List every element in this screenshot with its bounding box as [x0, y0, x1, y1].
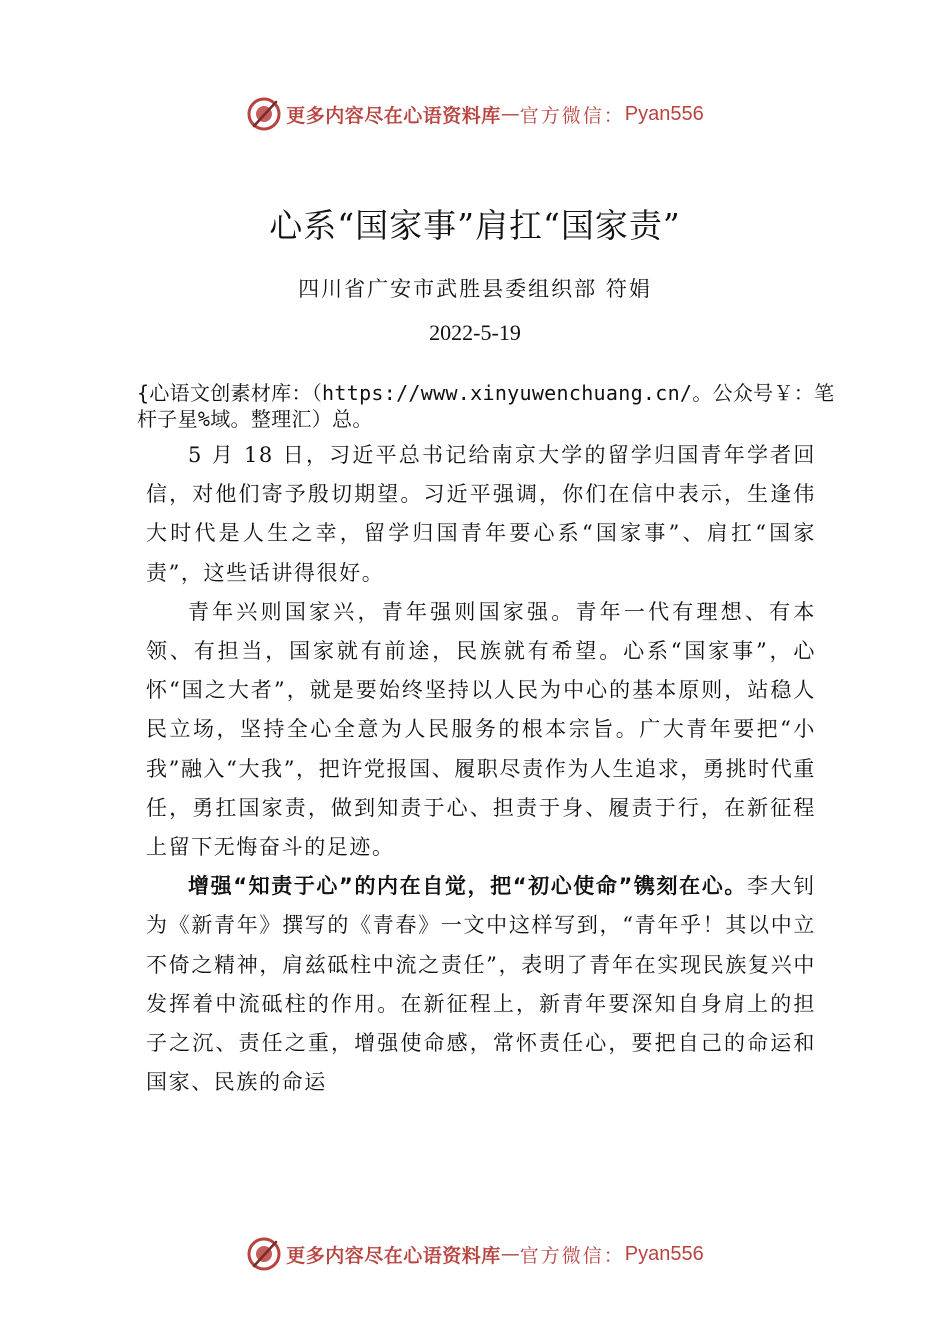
banner-wechat-id: Pyan556 — [624, 1242, 704, 1265]
banner-wechat-label: 官方微信： — [519, 104, 625, 127]
footer-banner — [0, 1234, 950, 1274]
paragraph-3-heading: 增强“知责于心”的内在自觉，把“初心使命”镌刻在心。 — [188, 874, 747, 899]
paragraph-1: 5 月 18 日，习近平总书记给南京大学的留学归国青年学者回信，对他们寄予殷切期望。习近平强调，你们在信中表示，生逢伟大时代是人生之幸，留学归国青年要心系“国家事”、肩扛“国家责”，这些话讲得很好。 — [146, 443, 816, 585]
paragraph-3 — [146, 867, 816, 1102]
ink-brush-seal-icon — [246, 96, 282, 132]
paragraph-3-text: 李大钊为《新青年》撰写的《青春》一文中这样写到，“青年乎！其以中立不倚之精神，肩兹砥柱中流之责任”，表明了青年在实现民族复兴中发挥着中流砥柱的作用。在新征程上，新青年要深知自身肩上的担子之沉、责任之重，增强使命感，常怀责任心，要把自己的命运和国家、民族的命运 — [146, 874, 816, 1095]
banner-separator: — — [500, 103, 520, 125]
banner-wechat-id: Pyan556 — [624, 102, 704, 125]
header-banner — [0, 94, 950, 134]
paragraph-2: 青年兴则国家兴，青年强则国家强。青年一代有理想、有本领、有担当，国家就有前途，民族就有希望。心系“国家事”，心怀“国之大者”，就是要始终坚持以人民为中心的基本原则，站稳人民立场，坚持全心全意为人民服务的根本宗旨。广大青年要把“小我”融入“大我”，把许党报国、履职尽责作为人生追求，勇挑时代重任，勇扛国家责，做到知责于心、担责于身、履责于行，在新征程上留下无悔奋斗的足迹。 — [146, 599, 816, 860]
banner-text: 更多内容尽在心语资料库 — [286, 104, 501, 127]
banner-text: 更多内容尽在心语资料库 — [286, 1244, 501, 1267]
ink-brush-seal-icon — [246, 1236, 282, 1272]
document-author: 四川省广安市武胜县委组织部 符娟 — [298, 277, 652, 301]
source-note: {心语文创素材库：（https://www.xinyuwenchuang.cn/。公众号￥：笔杆子星%域。整理汇）总。 — [137, 381, 835, 431]
banner-wechat-label: 官方微信： — [519, 1244, 625, 1267]
banner-separator: — — [500, 1243, 520, 1265]
document-body — [146, 436, 816, 1102]
document-date: 2022-5-19 — [429, 320, 521, 345]
document-title: 心系“国家事”肩扛“国家责” — [269, 206, 681, 245]
